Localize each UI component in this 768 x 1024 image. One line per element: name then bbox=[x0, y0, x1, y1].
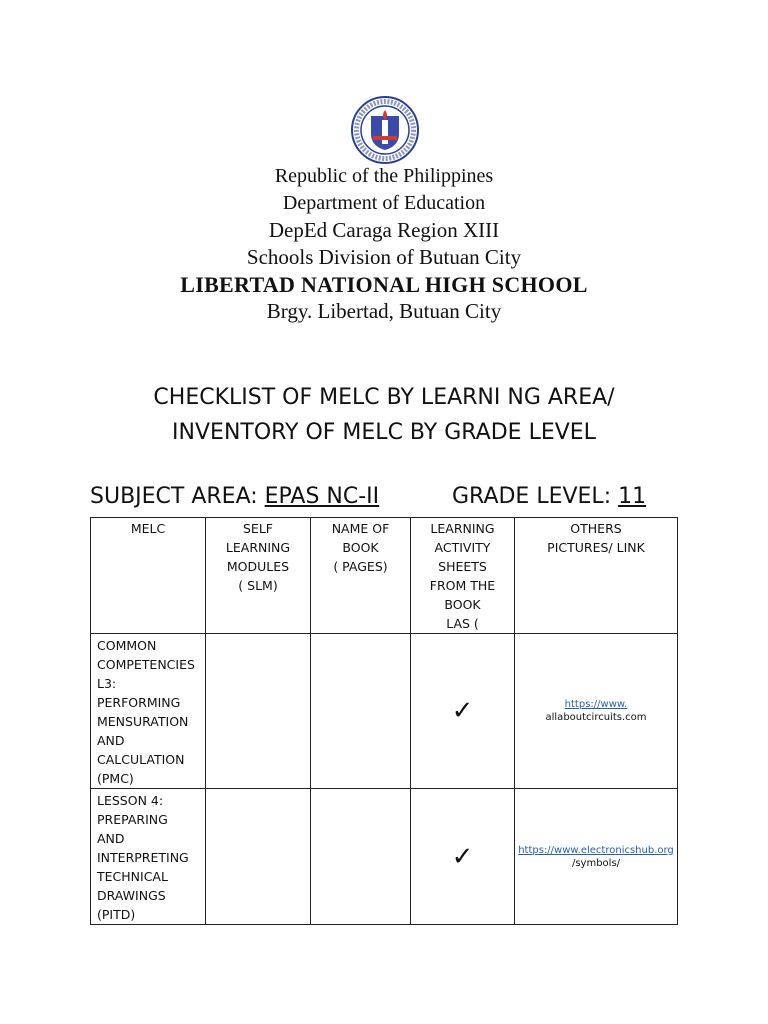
header-address: Brgy. Libertad, Butuan City bbox=[266, 299, 502, 323]
table-row bbox=[91, 634, 678, 789]
grade-level-value: 11 bbox=[618, 484, 647, 509]
header-school-name: LIBERTAD NATIONAL HIGH SCHOOL bbox=[180, 272, 588, 297]
subject-area-label: SUBJECT AREA: bbox=[90, 484, 265, 509]
las-check-icon: ✓ bbox=[411, 634, 515, 789]
header-slm: SELF LEARNING MODULES ( SLM) bbox=[206, 518, 311, 634]
link-cell bbox=[515, 634, 678, 789]
deped-seal bbox=[351, 96, 419, 164]
school-header bbox=[0, 163, 768, 325]
link-electronicshub[interactable]: https://www.electronicshub.org bbox=[518, 844, 674, 856]
table-row bbox=[91, 789, 678, 925]
header-book: NAME OF BOOK ( PAGES) bbox=[311, 518, 411, 634]
las-check-icon: ✓ bbox=[411, 789, 515, 925]
book-cell bbox=[311, 634, 411, 789]
header-las: LEARNING ACTIVITY SHEETS FROM THE BOOK LAS ( bbox=[411, 518, 515, 634]
grade-level-label: GRADE LEVEL: bbox=[452, 484, 619, 509]
table-header-row bbox=[91, 518, 678, 634]
subject-area bbox=[90, 484, 379, 509]
header-department: Department of Education bbox=[282, 192, 486, 214]
melc-cell-pitd: LESSON 4: PREPARING AND INTERPRETING TECHNICAL DRAWINGS (PITD) bbox=[91, 789, 206, 925]
subject-area-value: EPAS NC-II bbox=[264, 484, 380, 509]
title-line-2: INVENTORY OF MELC BY GRADE LEVEL bbox=[172, 420, 596, 445]
header-others: OTHERS PICTURES/ LINK bbox=[515, 518, 678, 634]
book-cell bbox=[311, 789, 411, 925]
header-division: Schools Division of Butuan City bbox=[246, 245, 522, 269]
header-republic: Republic of the Philippines bbox=[274, 165, 494, 187]
title-line-1: CHECKLIST OF MELC BY LEARNI NG AREA/ bbox=[153, 385, 615, 410]
slm-cell bbox=[206, 789, 311, 925]
header-region: DepEd Caraga Region XIII bbox=[268, 218, 500, 242]
document-title bbox=[0, 380, 768, 450]
slm-cell bbox=[206, 634, 311, 789]
grade-level bbox=[452, 484, 646, 509]
link-cell bbox=[515, 789, 678, 925]
header-melc: MELC bbox=[91, 518, 206, 634]
melc-cell-pmc: COMMON COMPETENCIES L3: PERFORMING MENSURATION AND CALCULATION (PMC) bbox=[91, 634, 206, 789]
melc-table bbox=[90, 517, 678, 925]
link-allaboutcircuits[interactable]: https://www. bbox=[564, 699, 628, 710]
link-rest: allaboutcircuits.com bbox=[545, 712, 647, 723]
link-rest: /symbols/ bbox=[571, 857, 621, 869]
